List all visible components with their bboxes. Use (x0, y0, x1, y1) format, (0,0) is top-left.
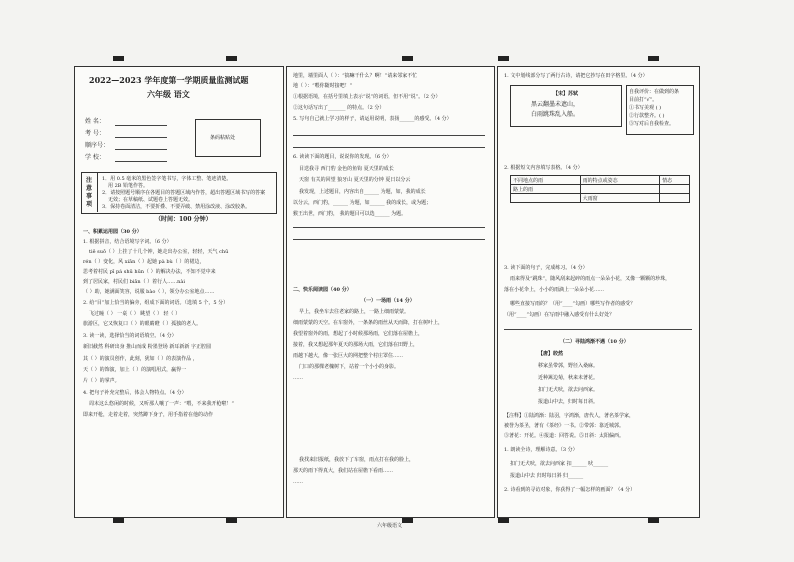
passage-text: …… (293, 375, 303, 381)
table-row (511, 185, 690, 194)
passage-text: …… (293, 479, 303, 485)
table-cell: 路上的雨 (511, 185, 581, 194)
registration-mark (648, 56, 659, 61)
registration-mark (402, 518, 413, 523)
notice-item: 用 2B 铅笔作答。 (108, 183, 149, 189)
answer-panel-1 (74, 66, 284, 518)
question-text: 新旧截然 科研出身 推山而成 粉墨登场 新耳新新 字正腔圆 (83, 344, 211, 350)
registration-mark (113, 56, 124, 61)
registration-mark (226, 518, 237, 523)
exam-number-field[interactable] (115, 137, 167, 138)
notice-label-char: 意 (86, 185, 93, 192)
school-label: 学 校： (85, 154, 105, 161)
notice-item: 2．请按照题号顺序在各题目的答题区域内作答，超出答题区域书写的答案 (102, 190, 266, 196)
passage-text: 接着，我又想起那年夏天的那场大雨，它们落在田野上， (293, 342, 419, 348)
question-text: 飞过瞳（ ） 一桌（ ） 眺望（ ） 轻（ ） (89, 311, 181, 317)
passage-title: （一）一场雨（14 分） (361, 298, 415, 304)
table-cell[interactable] (511, 194, 581, 203)
exam-time: （时间：100 分钟） (155, 216, 212, 223)
answer-line[interactable] (293, 227, 485, 228)
notice-item: 无效；在草稿纸、试题卷上答题无效。 (108, 197, 194, 203)
table-header: 雨的特点或姿态 (580, 176, 660, 185)
question-text: 周末这么悠闲的时候，又听那人嚷了一声：“喂，不来我开枪啦！” (89, 401, 235, 407)
question-text: ①根据语境，在括号里填上表示“说”的词语，但不用“说”。（2 分） (293, 94, 441, 100)
question-text: 天（ ）的饰演，加上（ ）的演唱用式，赢得一 (83, 367, 187, 373)
question-text: 1. 朗读全诗，理解诗意。（3 分） (504, 447, 578, 453)
answer-line[interactable] (293, 135, 485, 136)
name-label: 姓 名： (85, 118, 105, 125)
passage-text: 那天的雨下得真大，我们站在屋檐下看雨…… (293, 468, 394, 474)
answer-line[interactable] (504, 329, 692, 330)
question-text: 扣门无犬吠，欲去问西家 扣______ 吠______ (510, 461, 609, 467)
passage-text: 雨来得及“跳珠”，随风刮来起碎的雨点一朵朵小花，又像一颗颗的珍珠， (510, 276, 671, 282)
barcode-label: 条码粘贴处 (210, 135, 236, 141)
sequence-field[interactable] (115, 149, 167, 150)
evaluation-item[interactable]: ③写对后自我检查。 (629, 121, 675, 127)
question-text: tiě suǒ（ ）上挂了十几个钟，她走出办公室，轻轻，天气 chū (89, 249, 229, 255)
evaluation-item[interactable]: ②行款整齐。( ) (629, 113, 665, 119)
question-text: 1. 根据拼音，结合语境写字词。（6 分） (83, 239, 172, 245)
table-cell[interactable] (580, 185, 660, 194)
poem-line: 报道山中去，归时每日斜。 (538, 399, 599, 405)
poem-line: 白雨跳珠乱入船。 (531, 111, 580, 118)
poem-line: 扣门无犬吠，欲去问西家。 (538, 387, 599, 393)
notice-item: 3．保持卷面清洁，不要折叠、不要弄破、禁用涂改液、涂改胶条。 (102, 204, 251, 210)
question-text: 以分云，西门豹，______ 为题，如______ 我的成长，或为题； (293, 200, 432, 206)
notice-label-cell (81, 172, 98, 212)
table-cell[interactable] (660, 185, 690, 194)
question-text: 其（ ）的演员创作，此刻，犹如（ ）的表演作品 ， (83, 356, 198, 362)
exam-subtitle: 六年级 语文 (147, 89, 190, 99)
question-text: 4. 把句子补充完整后，体会人物特点。（4 分） (83, 390, 187, 396)
passage-text: 落在小花伞上，小小的雨滴上一朵朵小花…… (504, 287, 605, 293)
question-text: 报道山中去 归时每日斜 归______ (510, 473, 584, 479)
question-text: 猴王出世，西门豹， 我的题目可以选______ 为题。 (293, 211, 407, 217)
question-text: 3. 读一读，选择恰当的词语填空。（4 分） (83, 333, 177, 339)
question-text: 6. 读读下面的题目，说说你的发现。（6 分） (293, 154, 392, 160)
passage-text: 门口的那棵老槐树下，站着一个小小的身影。 (299, 364, 400, 370)
page-footer: 六年级语文 (377, 523, 403, 529)
table-header: 不同地点的雨 (511, 176, 581, 185)
annotation-text: 被誉为茶圣，著有《茶经》一书。②带郭：靠近城郭。 (504, 423, 625, 429)
answer-panel-3 (497, 66, 700, 518)
section-heading: 一、积累运用园（30 分） (83, 229, 142, 235)
poem-author: 【宋】苏轼 (553, 91, 579, 97)
annotation-text: 【注释】①陆鸿渐：陆羽，字鸿渐，唐代人，著名茶学家， (504, 413, 635, 419)
passage-text: 早上，我坐车去往老家的路上，一路上细雨蒙蒙。 (299, 309, 410, 315)
annotation-text: ③著花：开花。④报道：回答说。⑤日斜：太阳偏西。 (504, 433, 625, 439)
table-header: 情态 (660, 176, 690, 185)
passage-text: 我找来旧报纸，我放下了车窗，雨点打在我的脸上， (299, 457, 415, 463)
answer-panel-2 (286, 66, 495, 518)
question-text: 目送我寻 西门豹 金色的鱼钩 夏天里的成长 (299, 166, 394, 172)
barcode-area (195, 119, 261, 157)
passage-text: 雨越下越大，像一张巨大的网把整个村庄罩住…… (293, 353, 404, 359)
registration-mark (648, 518, 659, 523)
registration-mark (226, 56, 237, 61)
poem-line: 近种篱边菊，秋来未著花。 (538, 375, 599, 381)
question-text: （ ）助，她满面笑容，说服 bào（ ），领分办公室地点…… (83, 289, 215, 295)
section-heading: 二、快乐阅读园（40 分） (293, 287, 352, 293)
answer-line[interactable] (293, 147, 485, 148)
passage-text: 我望着窗外的雨，想起了小时候那场雨，它们落在屋檐上， (293, 331, 424, 337)
notice-label-char: 注 (86, 177, 93, 184)
poem-line: 移家虽带郭，野径入桑麻。 (538, 363, 599, 369)
passage-text: 细雨蒙蒙的天空。在车窗外，一条条的雨丝从天而降，打在树叶上， (293, 320, 444, 326)
sequence-label: 顺序号： (85, 142, 110, 149)
table-cell[interactable] (660, 194, 690, 203)
question-text: 地（ ）：“喂你随时接吧！” (293, 83, 353, 89)
answer-table (510, 175, 690, 203)
notice-label-char: 项 (86, 201, 93, 208)
question-text: 2. 给“目”加上恰当的偏旁，组成下面的词语。（选填 5 个，5 分） (83, 300, 229, 306)
question-text: 我发现，上述题目，内容出自______ 为题，如，我的成长 (299, 189, 426, 195)
table-cell: 大雨窗 (580, 194, 660, 203)
school-field[interactable] (115, 161, 167, 162)
question-text: ②这句话写出了_______ 的特点。（2 分） (293, 105, 385, 111)
table-header-row (511, 176, 690, 185)
poem-line: 黑云翻墨未遮山， (531, 101, 580, 108)
exam-number-label: 考 号： (85, 130, 105, 137)
evaluation-item[interactable]: ①书写美观 ( ) (629, 105, 662, 111)
question-text: 思考着村民 pī pá shū hūn（ ）的解决办法，不知不觉中来 (83, 269, 216, 275)
question-text: （用“____”勾画）在写雨中融入感受有什么好处？ (504, 312, 615, 318)
question-text: 旅游区，它又恢复口（ ）的眼睛瞪（ ）孤独的老人。 (83, 321, 202, 327)
name-field[interactable] (115, 125, 167, 126)
registration-mark (113, 518, 124, 523)
question-text: 1. 文中划线部分写了两行古诗，请把它抄写在田字格里。（4 分） (504, 73, 648, 79)
question-text: 片（ ）的掌声。 (83, 378, 120, 384)
registration-mark (498, 56, 509, 61)
notice-box (81, 172, 277, 214)
poem-author: 【唐】皎然 (538, 351, 564, 357)
question-text: 3. 读下面的句子，完成练习。（4 分） (504, 265, 588, 271)
evaluation-text: 目前打“√”。 (629, 97, 658, 103)
self-evaluation-box (626, 85, 694, 135)
answer-line[interactable] (293, 239, 485, 240)
question-text: 2. 诗看到的寻访对象，你获得了一幅怎样的画面？（4 分） (504, 487, 636, 493)
question-text: 到了居民家，村民们 biān（ ）着行人……nài (83, 279, 185, 285)
question-text: 5. 写句自己就上学习的样子，请运用说明，表扬______的感受。（4 分） (293, 116, 452, 122)
question-text: 2. 根据短文内容填写表格。（4 分） (504, 165, 583, 171)
poem-box (510, 85, 622, 127)
notice-item: 1．用 0.5 毫米的黑色签字笔书写，字体工整、笔迹清楚。 (102, 176, 232, 182)
registration-mark (402, 56, 413, 61)
question-text: 地里，墙里面人（ ）：“搞嘛干什么？啊！”请来邻家不忙 (293, 73, 418, 79)
registration-mark (498, 518, 509, 523)
table-row (511, 194, 690, 203)
exam-title: 2022—2023 学年度第一学期质量监测试题 (89, 75, 249, 85)
evaluation-text: 自我评价：在做到的条 (629, 89, 680, 95)
question-text: 即来开枪，走着走着，突然蹲下身子，用手指着在他的动作 (83, 412, 214, 418)
question-text: 天窗 有关的回望 狼牙山 夏天里的分钟 夏日以分云 (299, 177, 411, 183)
passage-title: （二）寻陆鸿渐不遇（10 分） (560, 339, 629, 345)
question-text: rén（ ）变化，风 xiān（ ）起她 pà bù（ ）的裙边， (83, 259, 205, 265)
question-text: 哪些直接写雨的？（用“____”勾画）哪些写作者的感受？ (510, 301, 636, 307)
notice-label-char: 事 (86, 193, 93, 200)
